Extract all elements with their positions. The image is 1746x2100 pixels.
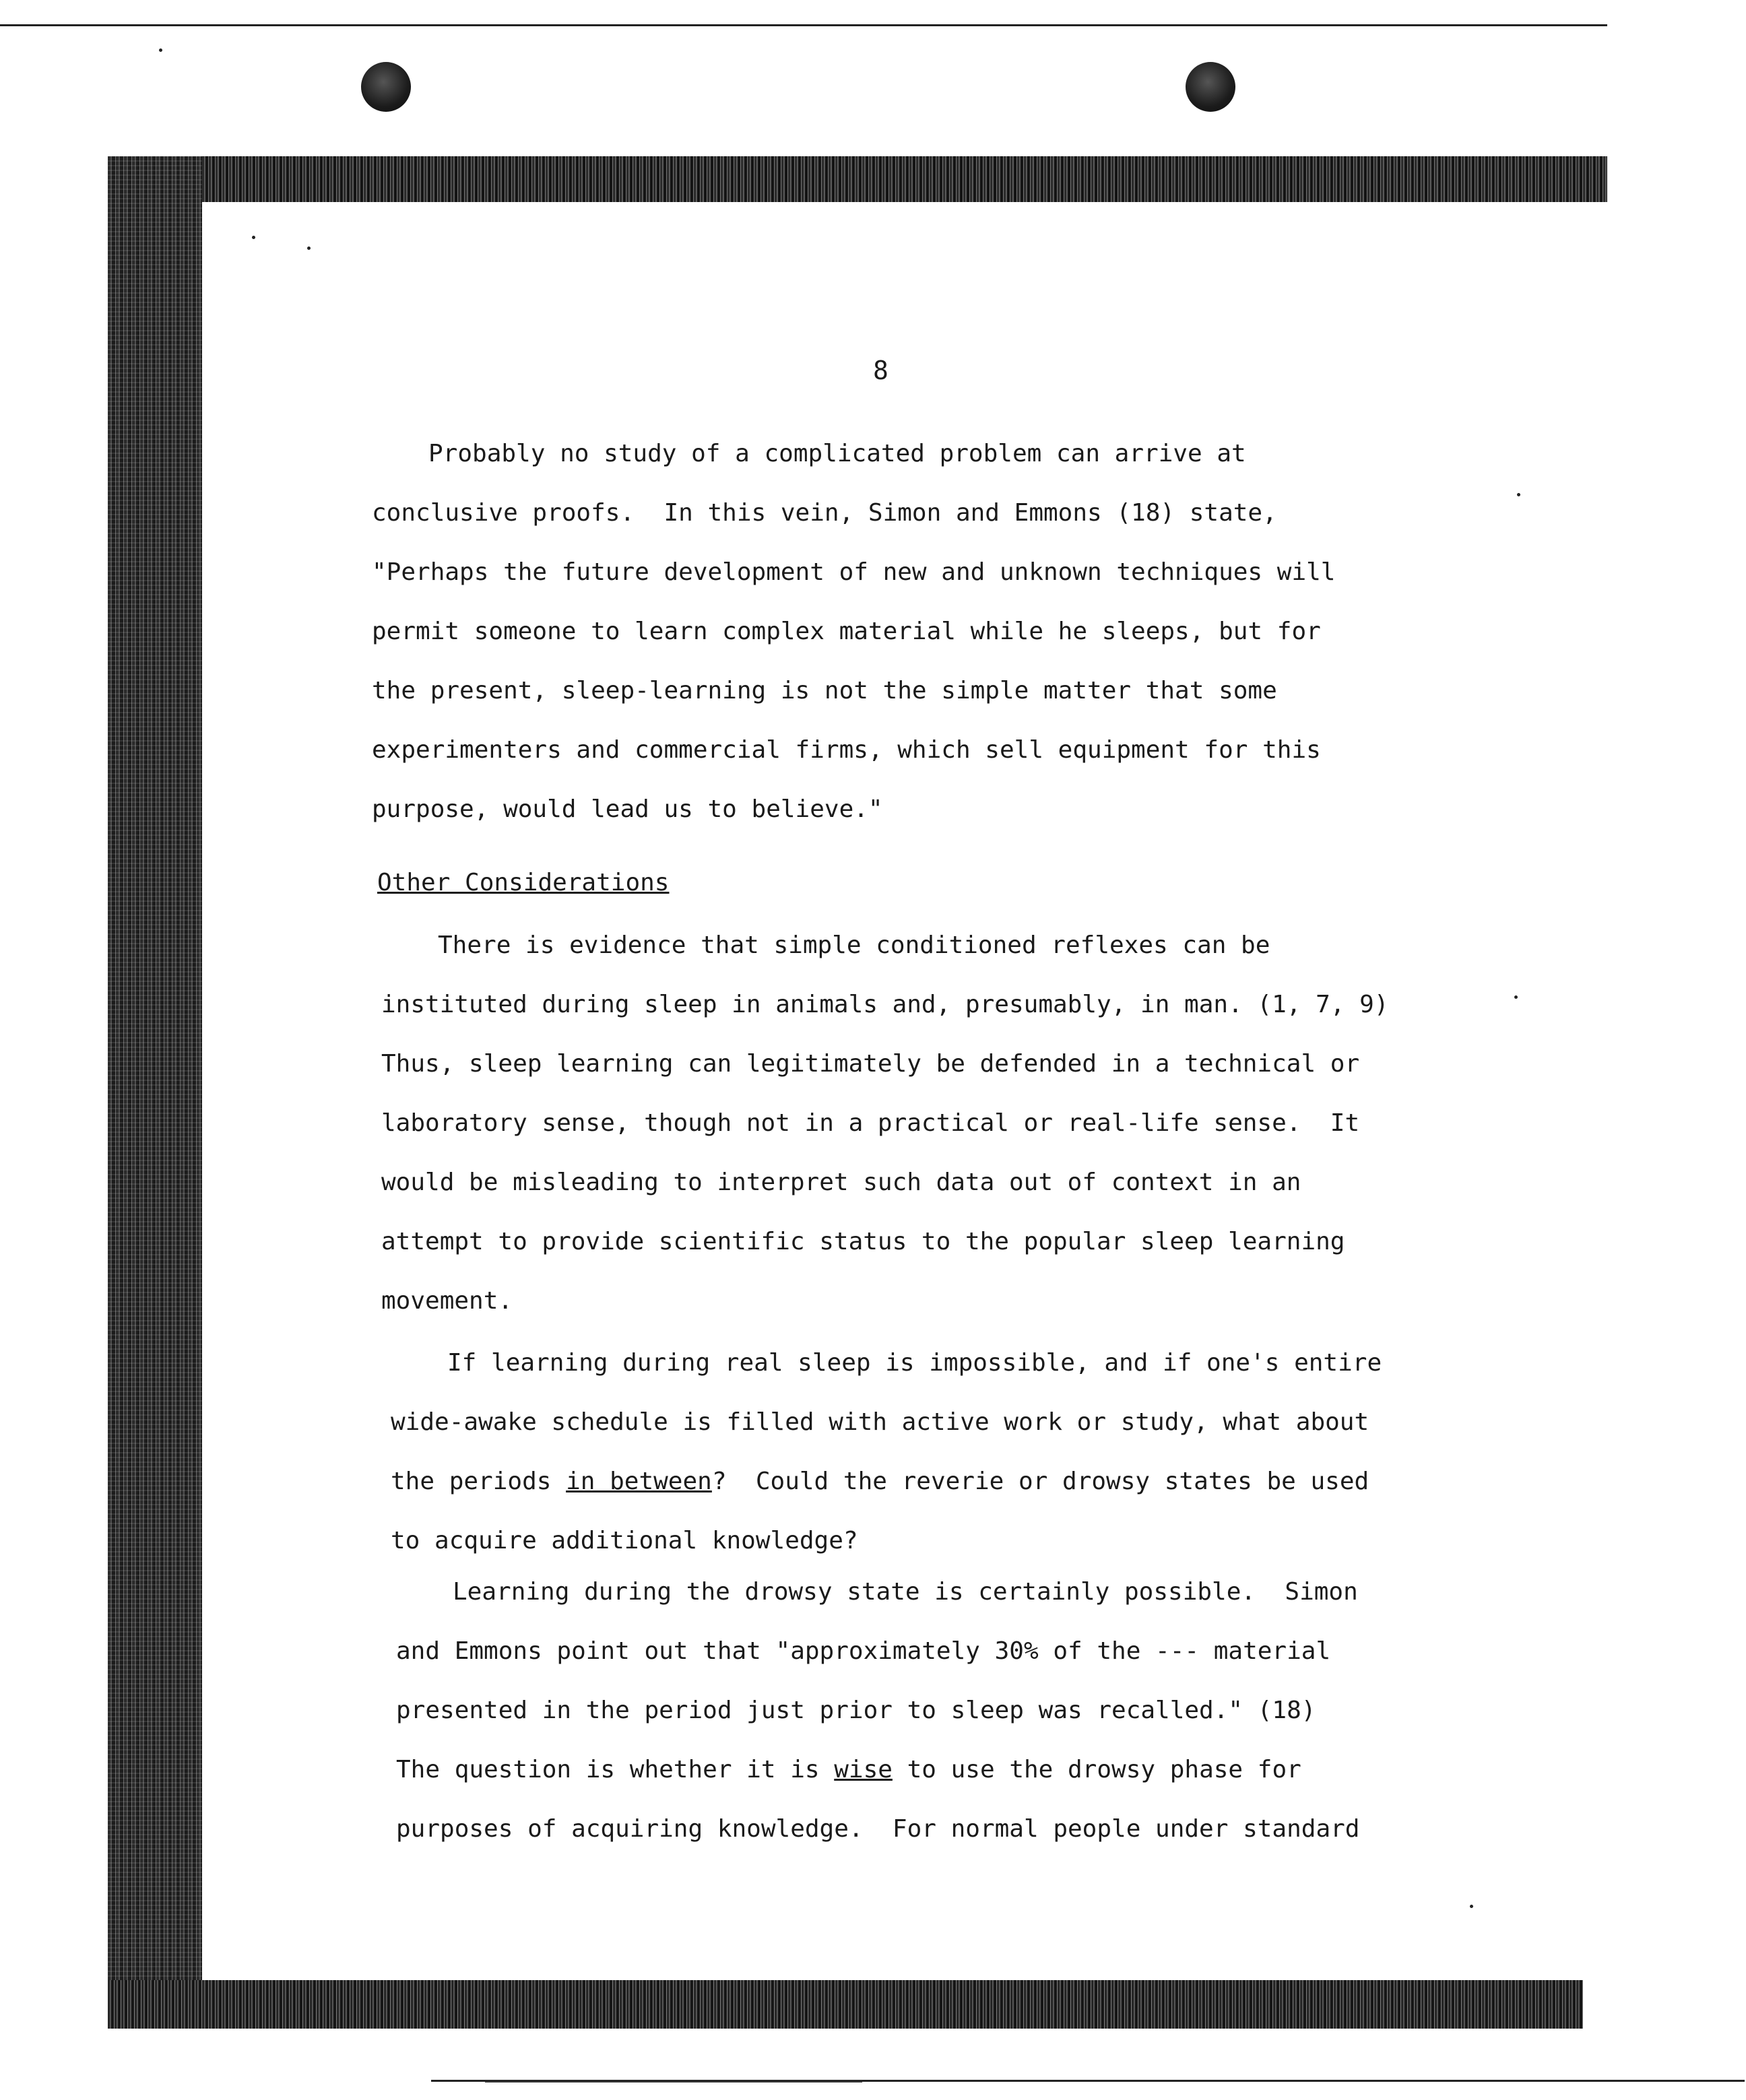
- text-run: to use the drowsy phase for: [892, 1756, 1301, 1783]
- text-run: The question is whether it is: [396, 1756, 835, 1783]
- scan-border-top: [121, 156, 1607, 202]
- scan-border-left: [108, 156, 202, 2029]
- scan-border-bottom: [108, 1980, 1583, 2029]
- scan-speck: [159, 48, 162, 52]
- emphasis-underline: in between: [566, 1468, 712, 1495]
- paragraph-line: [391, 1452, 1442, 1511]
- paragraph-1: [372, 424, 1423, 839]
- paragraph-line: Probably no study of a complicated problem can arrive at: [428, 440, 1246, 467]
- paragraph-line: purpose, would lead us to believe.": [372, 795, 883, 823]
- paragraph-line: "Perhaps the future development of new and unknown techniques will: [372, 558, 1336, 586]
- paragraph-line: conclusive proofs. In this vein, Simon and Emmons (18) state,: [372, 499, 1277, 527]
- paragraph-line: If learning during real sleep is impossible, and if one's entire: [447, 1349, 1382, 1377]
- paragraph-line: Learning during the drowsy state is certainly possible. Simon: [453, 1578, 1358, 1606]
- paragraph-4: [396, 1563, 1447, 1859]
- page-number: 8: [873, 356, 888, 385]
- punch-hole-left: [361, 62, 411, 112]
- emphasis-underline: wise: [834, 1756, 893, 1783]
- scan-speck: [1517, 493, 1520, 496]
- text-run: the periods: [391, 1468, 567, 1495]
- paragraph-line: Thus, sleep learning can legitimately be defended in a technical or: [381, 1050, 1360, 1078]
- paragraph-3: [391, 1334, 1442, 1571]
- text-run: ? Could the reverie or drowsy states be used: [711, 1468, 1369, 1495]
- paragraph-line: presented in the period just prior to sleep was recalled." (18): [396, 1697, 1316, 1724]
- paragraph-line: purposes of acquiring knowledge. For normal people under standard: [396, 1815, 1360, 1843]
- paragraph-line: movement.: [381, 1287, 513, 1315]
- paragraph-line: the present, sleep-learning is not the simple matter that some: [372, 677, 1277, 704]
- paragraph-line: wide-awake schedule is filled with active work or study, what about: [391, 1408, 1369, 1436]
- paragraph-line: and Emmons point out that "approximately 30% of the --- material: [396, 1637, 1331, 1665]
- punch-hole-right: [1186, 62, 1235, 112]
- top-rule: [0, 24, 1607, 26]
- paragraph-line: experimenters and commercial firms, which sell equipment for this: [372, 736, 1321, 764]
- bottom-rule-segment: [485, 2081, 862, 2082]
- section-heading: Other Considerations: [377, 869, 670, 896]
- paragraph-line: permit someone to learn complex material while he sleeps, but for: [372, 618, 1321, 645]
- paragraph-line: [396, 1740, 1447, 1800]
- scan-speck: [1470, 1905, 1473, 1908]
- scan-speck: [1514, 995, 1518, 999]
- paragraph-line: to acquire additional knowledge?: [391, 1527, 858, 1554]
- paragraph-line: laboratory sense, though not in a practical or real-life sense. It: [381, 1109, 1360, 1137]
- paragraph-line: would be misleading to interpret such data out of context in an: [381, 1169, 1301, 1196]
- paragraph-line: attempt to provide scientific status to the popular sleep learning: [381, 1228, 1345, 1255]
- paragraph-line: instituted during sleep in animals and, presumably, in man. (1, 7, 9): [381, 991, 1389, 1018]
- paragraph-line: There is evidence that simple conditioned reflexes can be: [438, 931, 1270, 959]
- scan-speck: [252, 236, 255, 239]
- paragraph-2: [381, 916, 1432, 1331]
- scan-speck: [307, 247, 311, 250]
